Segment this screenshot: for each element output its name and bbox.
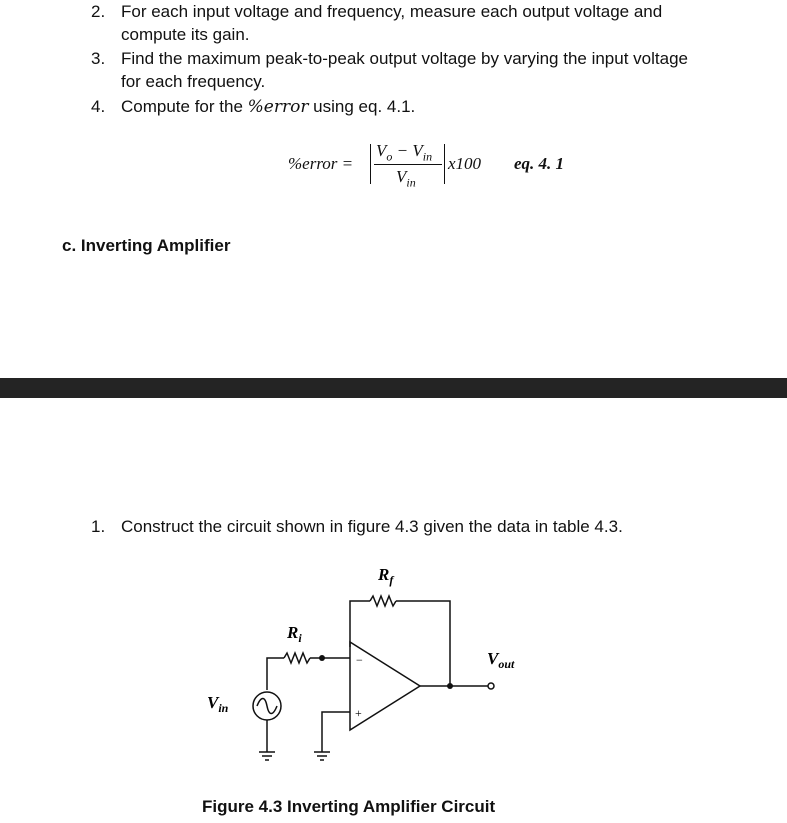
list-text-line: For each input voltage and frequency, measure each output voltage and — [121, 2, 663, 21]
denominator: $V_{in}$ — [396, 167, 416, 190]
list-number: 3. — [91, 49, 106, 68]
multiplier: x100 — [448, 154, 482, 173]
section-heading: c. Inverting Amplifier — [62, 236, 231, 255]
ground-symbol — [259, 752, 275, 760]
feedback-wire-right — [396, 601, 450, 686]
math-error-term: %error — [247, 97, 309, 117]
feedback-wire — [350, 601, 370, 647]
ri-label: $R_i$ — [287, 623, 302, 645]
list-text-line: for each frequency. — [121, 72, 266, 91]
list-text-line: Find the maximum peak-to-peak output voltage by varying the input voltage — [121, 49, 688, 68]
vin-label: $V_{in}$ — [207, 693, 229, 715]
plus-sign: + — [355, 706, 362, 720]
equation-label: eq. 4. 1 — [514, 154, 565, 173]
minus-sign: − — [356, 653, 363, 667]
output-node — [447, 683, 453, 689]
equation-lhs: %error = — [288, 154, 354, 173]
list-text: Compute for the — [121, 97, 248, 116]
list-number: 1. — [91, 517, 106, 536]
junction-node — [319, 655, 325, 661]
list-text: Construct the circuit shown in figure 4.3 given the data in table 4.3. — [121, 517, 623, 536]
vout-label: $V_{out}$ — [487, 649, 515, 671]
non-inverting-wire — [322, 712, 350, 752]
rf-label: $R_f$ — [378, 565, 394, 587]
input-wire — [267, 658, 284, 690]
output-terminal — [488, 683, 494, 689]
list-text-line: compute its gain. — [121, 25, 250, 44]
rf-resistor — [370, 596, 396, 606]
figure-caption: Figure 4.3 Inverting Amplifier Circuit — [202, 797, 496, 816]
ri-resistor — [284, 653, 310, 663]
list-text: using eq. 4.1. — [308, 97, 416, 116]
sine-glyph — [257, 699, 277, 714]
numerator: $V_o - V_{in}$ — [376, 141, 433, 164]
ground-symbol — [314, 752, 330, 760]
list-number: 4. — [91, 97, 106, 116]
list-number: 2. — [91, 2, 106, 21]
